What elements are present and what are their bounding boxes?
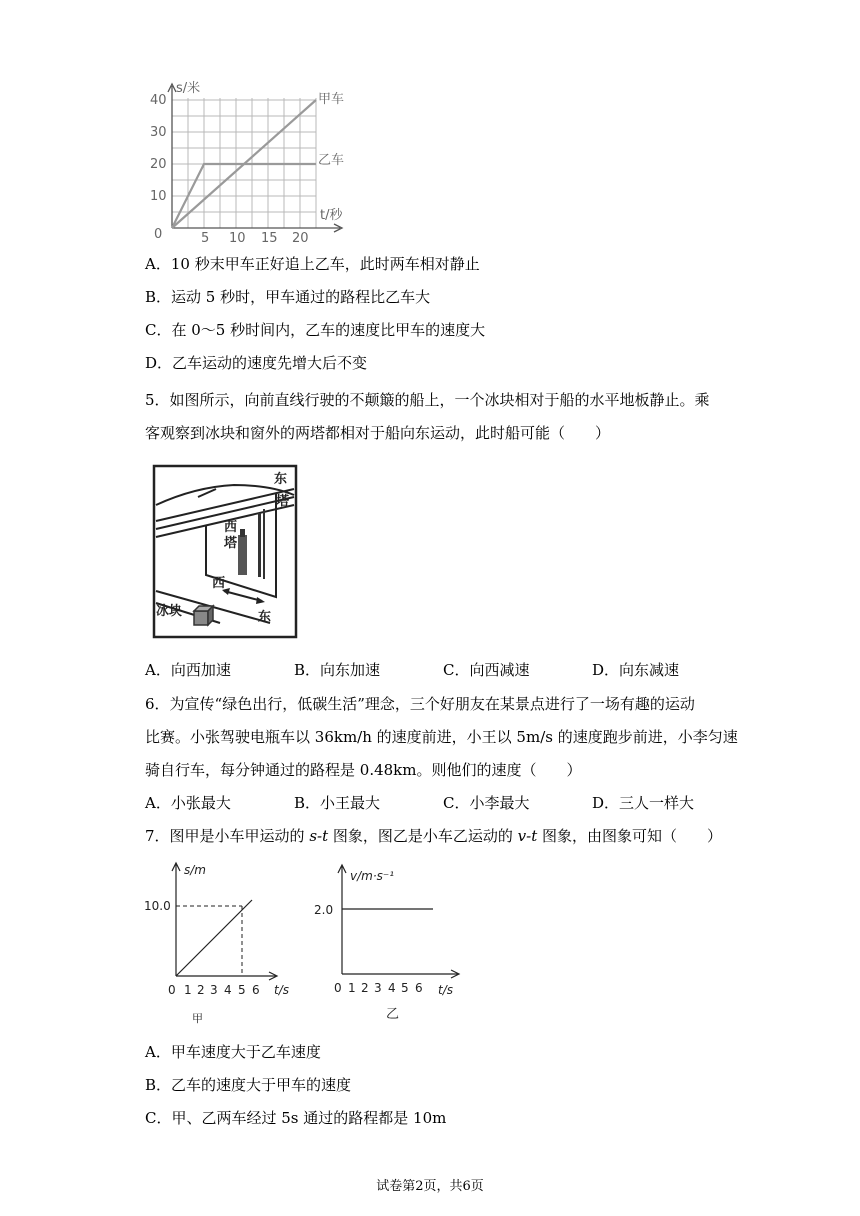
q4-option-c[interactable]: C．在 0～5 秒时间内，乙车的速度比甲车的速度大 xyxy=(145,321,486,339)
ice-label: 冰块 xyxy=(156,604,183,619)
x-tick-4: 4 xyxy=(388,981,396,995)
y-tick-40: 40 xyxy=(150,93,167,108)
x-axis-label: t/秒 xyxy=(320,208,343,223)
q5-option-c[interactable]: C．向西减速 xyxy=(443,661,530,679)
x-tick-3: 3 xyxy=(210,983,218,997)
x-tick-6: 6 xyxy=(252,983,260,997)
q6-option-c[interactable]: C．小李最大 xyxy=(443,794,530,812)
line-yi-label: 乙车 xyxy=(318,153,345,168)
x-tick-6: 6 xyxy=(415,981,423,995)
q5-option-b[interactable]: B．向东加速 xyxy=(294,661,381,679)
q4-option-b[interactable]: B．运动 5 秒时，甲车通过的路程比乙车大 xyxy=(145,288,431,306)
east-label: 东 xyxy=(258,610,272,625)
x-tick-3: 3 xyxy=(374,981,382,995)
ice-cube xyxy=(194,606,213,625)
q7-graph-yi xyxy=(300,858,470,1028)
line-jia-label: 甲车 xyxy=(318,92,345,107)
q5-stem-line1: 5．如图所示，向前直线行驶的不颠簸的船上，一个冰块相对于船的水平地板静止。乘 xyxy=(145,391,710,409)
q6-stem-line2: 比赛。小张驾驶电瓶车以 36km/h 的速度前进，小王以 5m/s 的速度跑步前进，小李匀速 xyxy=(145,728,738,746)
origin-label: 0 xyxy=(154,227,163,242)
x-tick-10: 10 xyxy=(229,231,246,246)
y-axis-label: s/米 xyxy=(176,81,201,96)
y-value-label: 2.0 xyxy=(314,903,334,917)
x-tick-1: 1 xyxy=(348,981,356,995)
caption: 乙 xyxy=(386,1007,400,1022)
y-axis-label: s/m xyxy=(184,863,206,877)
x-tick-0: 0 xyxy=(334,981,342,995)
east-tower xyxy=(258,513,261,577)
west-tower-label-2: 塔 xyxy=(224,536,238,551)
line-jia xyxy=(176,900,252,976)
q5-stem-line2: 客观察到冰块和窗外的两塔都相对于船向东运动，此时船可能（ ） xyxy=(145,424,611,442)
q5-option-a[interactable]: A．向西加速 xyxy=(145,661,231,679)
x-tick-2: 2 xyxy=(197,983,205,997)
x-tick-2: 2 xyxy=(361,981,369,995)
x-tick-1: 1 xyxy=(184,983,192,997)
q7-option-c[interactable]: C．甲、乙两车经过 5s 通过的路程都是 10m xyxy=(145,1109,447,1127)
x-tick-5: 5 xyxy=(401,981,409,995)
q6-stem-line1: 6．为宣传“绿色出行，低碳生活”理念，三个好朋友在某景点进行了一场有趣的运动 xyxy=(145,695,695,713)
x-tick-0: 0 xyxy=(168,983,176,997)
y-tick-10: 10 xyxy=(150,189,167,204)
y-axis-label: v/m·s⁻¹ xyxy=(350,869,395,883)
q6-option-a[interactable]: A．小张最大 xyxy=(145,794,231,812)
q7-vt-term: v-t xyxy=(517,827,538,845)
west-tower xyxy=(238,535,247,575)
q7-option-b[interactable]: B．乙车的速度大于甲车的速度 xyxy=(145,1076,352,1094)
x-axis-label: t/s xyxy=(274,983,289,997)
x-tick-5: 5 xyxy=(201,231,210,246)
q5-option-d[interactable]: D．向东减速 xyxy=(592,661,680,679)
east-tower-label-1: 东 xyxy=(274,472,288,487)
caption: 甲 xyxy=(192,1012,203,1025)
q6-option-d[interactable]: D．三人一样大 xyxy=(592,794,695,812)
west-tower-label-1: 西 xyxy=(224,520,238,535)
x-tick-20: 20 xyxy=(292,231,309,246)
q7-option-a[interactable]: A．甲车速度大于乙车速度 xyxy=(145,1043,321,1061)
q4-st-graph xyxy=(140,78,370,248)
q5-ship-figure xyxy=(150,463,300,641)
y-tick-30: 30 xyxy=(150,125,167,140)
y-tick-20: 20 xyxy=(150,157,167,172)
q4-option-d[interactable]: D．乙车运动的速度先增大后不变 xyxy=(145,354,368,372)
x-tick-4: 4 xyxy=(224,983,232,997)
q7-graph-jia xyxy=(140,858,300,1028)
y-value-label: 10.0 xyxy=(144,899,171,913)
page-footer: 试卷第2页，共6页 xyxy=(376,1179,484,1194)
east-tower-label-2: 塔 xyxy=(276,494,290,509)
q7-stem-c: 图象，由图象可知（ ） xyxy=(537,827,723,845)
q7-stem-b: 图象，图乙是小车乙运动的 xyxy=(328,827,518,845)
q7-stem xyxy=(145,826,722,846)
x-tick-5: 5 xyxy=(238,983,246,997)
q6-stem-line3: 骑自行车，每分钟通过的路程是 0.48km。则他们的速度（ ） xyxy=(145,761,582,779)
x-tick-15: 15 xyxy=(261,231,278,246)
x-axis-label: t/s xyxy=(438,983,453,997)
q4-option-a[interactable]: A．10 秒末甲车正好追上乙车，此时两车相对静止 xyxy=(145,255,480,273)
q7-stem-a: 7．图甲是小车甲运动的 xyxy=(145,827,310,845)
west-label: 西 xyxy=(212,576,226,591)
q7-st-term: s-t xyxy=(309,827,329,845)
q6-option-b[interactable]: B．小王最大 xyxy=(294,794,381,812)
